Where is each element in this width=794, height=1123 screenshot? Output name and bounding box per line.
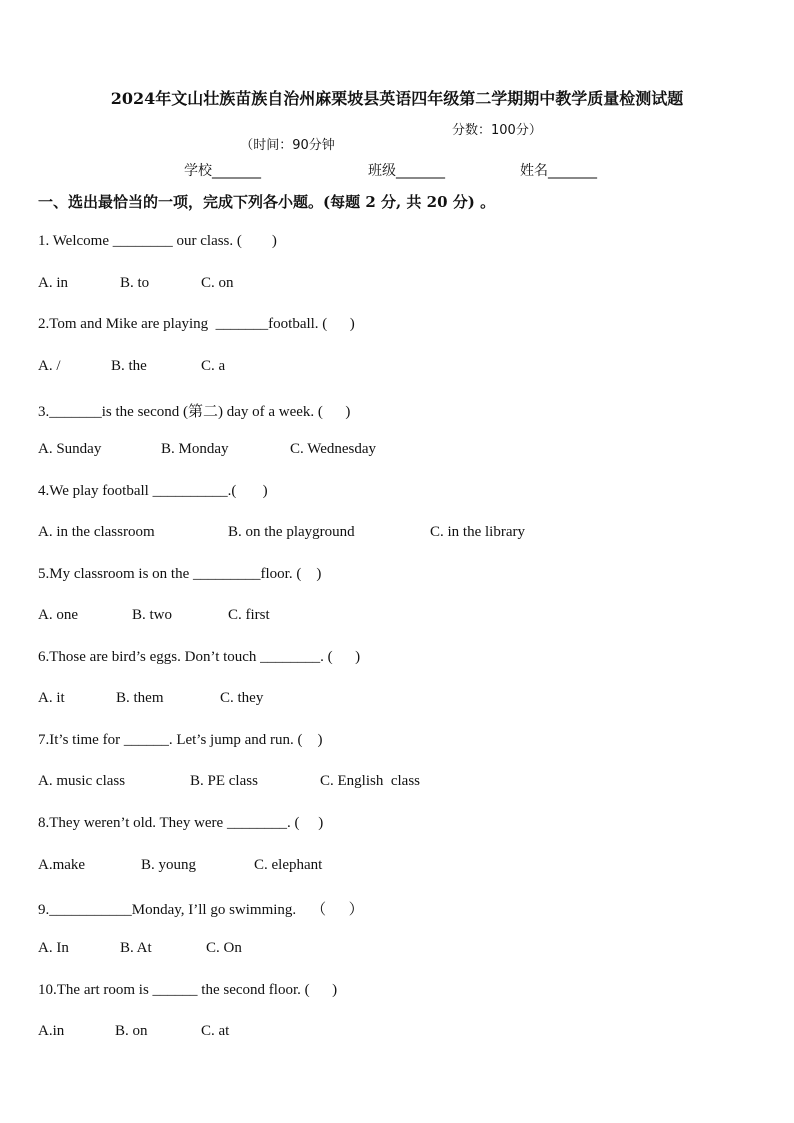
q10-option-c: C. at bbox=[201, 1023, 230, 1039]
q5-option-b: B. two bbox=[132, 607, 173, 623]
exam-title: 2024年文山壮族苗族自治州麻栗坡县英语四年级第二学期期中教学质量检测试题 bbox=[110, 89, 684, 108]
question-6: 6.Those are bird’s eggs. Don’t touch ________. ( ) bbox=[38, 649, 361, 665]
q5-option-a: A. one bbox=[38, 607, 78, 623]
question-7: 7.It’s time for ______. Let’s jump and run. ( ) bbox=[38, 732, 323, 748]
q10-option-a: A.in bbox=[38, 1023, 65, 1039]
q9-option-c: C. On bbox=[206, 940, 242, 956]
q4-option-a: A. in the classroom bbox=[38, 524, 155, 540]
question-9: 9.___________Monday, I’ll go swimming. （ ） bbox=[38, 902, 364, 918]
q3-option-a: A. Sunday bbox=[38, 441, 102, 457]
q8-option-a: A.make bbox=[38, 857, 86, 873]
section-heading: 一、选出最恰当的一项，完成下列各小题。(每题 2 分, 共 20 分) 。 bbox=[38, 193, 496, 211]
q1-option-a: A. in bbox=[38, 275, 68, 291]
q7-option-c: C. English class bbox=[320, 773, 420, 789]
q7-option-a: A. music class bbox=[38, 773, 126, 789]
q9-option-a: A. In bbox=[38, 940, 69, 956]
q5-option-c: C. first bbox=[228, 607, 270, 623]
question-5: 5.My classroom is on the _________floor. ( ) bbox=[38, 566, 322, 582]
q8-option-b: B. young bbox=[141, 857, 197, 873]
q1-option-b: B. to bbox=[120, 275, 150, 291]
q6-option-a: A. it bbox=[38, 690, 65, 706]
q9-option-b: B. At bbox=[120, 940, 152, 956]
question-4: 4.We play football __________.( ) bbox=[38, 483, 268, 499]
q2-option-c: C. a bbox=[201, 358, 226, 374]
q2-option-b: B. the bbox=[111, 358, 147, 374]
time-limit: （时间：90分钟 bbox=[240, 138, 335, 153]
q10-option-b: B. on bbox=[115, 1023, 148, 1039]
q6-option-c: C. they bbox=[220, 690, 264, 706]
q8-option-c: C. elephant bbox=[254, 857, 323, 873]
q6-option-b: B. them bbox=[116, 690, 164, 706]
q4-option-b: B. on the playground bbox=[228, 524, 355, 540]
name-field[interactable]: 姓名_______ bbox=[520, 163, 597, 179]
question-10: 10.The art room is ______ the second floor. ( ) bbox=[38, 982, 338, 998]
q1-option-c: C. on bbox=[201, 275, 234, 291]
class-field[interactable]: 班级_______ bbox=[368, 163, 445, 179]
q3-option-b: B. Monday bbox=[161, 441, 229, 457]
question-2: 2.Tom and Mike are playing _______football. ( ) bbox=[38, 316, 355, 332]
q2-option-a: A. / bbox=[38, 358, 61, 374]
total-score: 分数：100分） bbox=[452, 123, 542, 138]
question-3: 3._______is the second (第二) day of a week. ( ) bbox=[38, 404, 351, 420]
question-1: 1. Welcome ________ our class. ( ) bbox=[38, 233, 277, 249]
question-8: 8.They weren’t old. They were ________. ( ) bbox=[38, 815, 324, 831]
q3-option-c: C. Wednesday bbox=[290, 441, 377, 457]
q4-option-c: C. in the library bbox=[430, 524, 525, 540]
school-field[interactable]: 学校_______ bbox=[184, 163, 261, 179]
q7-option-b: B. PE class bbox=[190, 773, 258, 789]
